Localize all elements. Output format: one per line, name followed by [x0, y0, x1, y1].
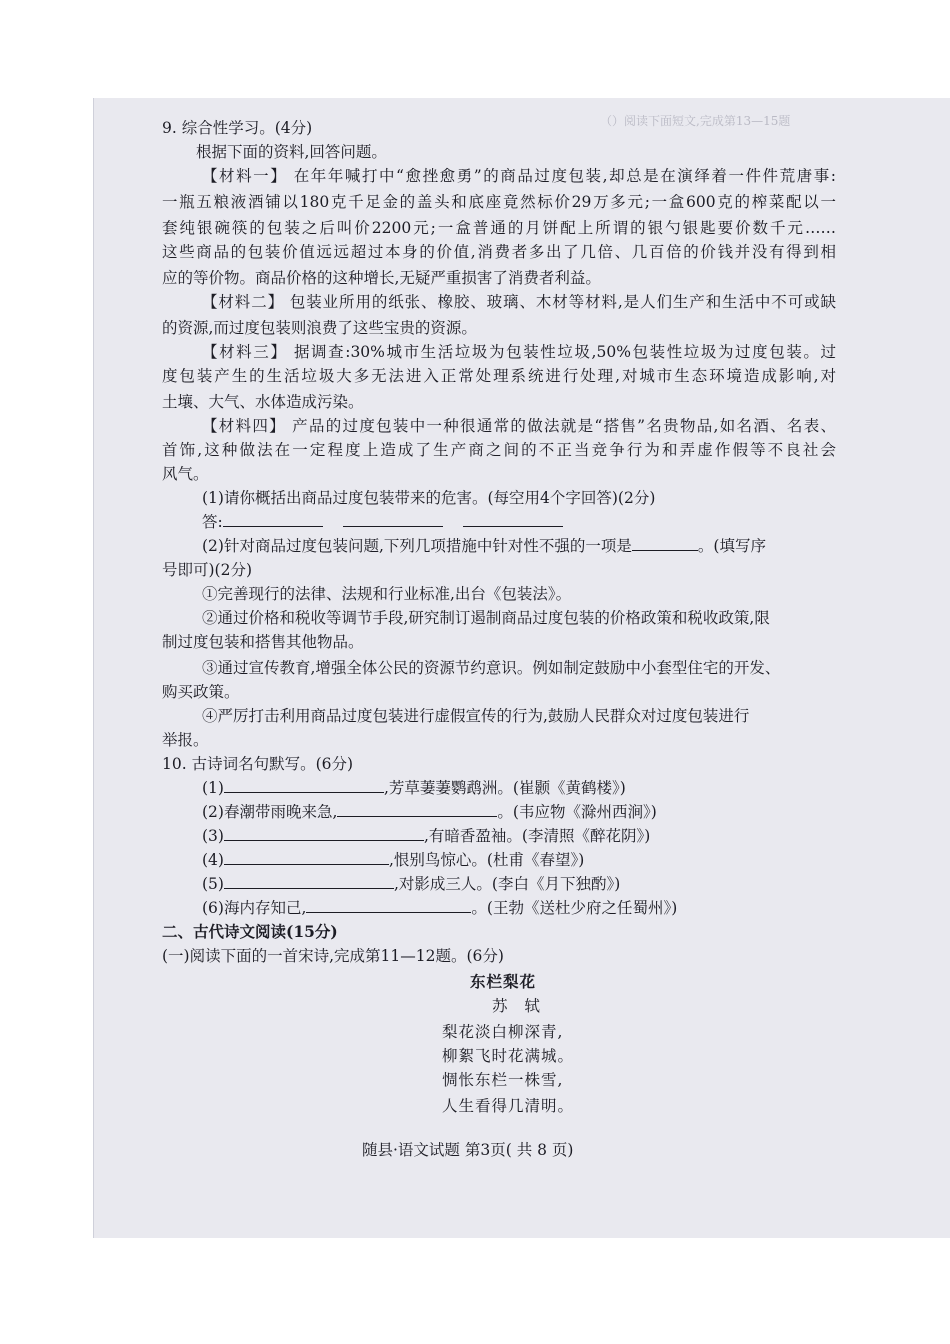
material-4-line: 首饰,这种做法在一定程度上造成了生产商之间的不正当竞争行为和弄虚作假等不良社会 — [162, 441, 836, 459]
material-3-line: 土壤、大气、水体造成污染。 — [162, 393, 364, 411]
answer-blank[interactable] — [337, 802, 497, 817]
material-1-line: 【材料一】 在年年喊打中“愈挫愈勇”的商品过度包装,却总是在演绎着一件件荒唐事: — [202, 167, 836, 185]
q9-sub2-text: (2)针对商品过度包装问题,下列几项措施中针对性不强的一项是 — [202, 537, 632, 555]
answer-blank[interactable] — [463, 512, 563, 527]
material-1-line: 套纯银碗筷的包装之后叫价2200元;一盒普通的月饼配上所谓的银勺银匙要价数千元…… — [162, 219, 836, 237]
q10-item-number: (5) — [202, 875, 224, 893]
answer-blank[interactable] — [224, 826, 424, 841]
answer-blank[interactable] — [223, 512, 323, 527]
q10-item-text: (2)春潮带雨晚来急, — [202, 803, 338, 821]
q10-item-3 — [202, 826, 650, 846]
q9-sub1-question: (1)请你概括出商品过度包装带来的危害。(每空用4个字回答)(2分) — [202, 489, 656, 507]
material-3-line: 度包装产生的生活垃圾大多无法进入正常处理系统进行处理,对城市生态环境造成影响,对 — [162, 367, 836, 385]
poem-title: 东栏梨花 — [470, 972, 537, 991]
q10-item-text: ,对影成三人。(李白《月下独酌》) — [393, 875, 621, 893]
option-1: ①完善现行的法律、法规和行业标准,出台《包装法》。 — [202, 585, 572, 603]
q10-item-text: 。(王勃《送杜少府之任蜀州》) — [471, 899, 678, 917]
q10-item-number: (3) — [202, 827, 224, 845]
material-2-line: 的资源,而过度包装则浪费了这些宝贵的资源。 — [162, 319, 477, 337]
q10-item-2 — [202, 802, 657, 822]
poem-author: 苏 轼 — [492, 997, 546, 1015]
poem-line: 惆怅东栏一株雪, — [442, 1071, 564, 1089]
poem-line: 梨花淡白柳深青, — [442, 1023, 564, 1041]
q10-item-number: (4) — [202, 851, 224, 869]
q9-sub2-text-end: 。(填写序 — [697, 537, 766, 555]
q10-item-text: ,芳草萋萋鹦鹉洲。(崔颢《黄鹤楼》) — [383, 779, 626, 797]
q9-intro: 根据下面的资料,回答问题。 — [196, 143, 387, 161]
answer-blank[interactable] — [224, 778, 384, 793]
material-1-line: 这些商品的包装价值远远超过本身的价值,消费者多出了几倍、几百倍的价钱并没有得到相 — [162, 243, 836, 261]
option-2: ②通过价格和税收等调节手段,研究制订遏制商品过度包装的价格政策和税收政策,限 — [202, 609, 770, 627]
answer-blank[interactable] — [224, 850, 389, 865]
q10-item-6 — [202, 898, 677, 918]
material-3-line: 【材料三】 据调查:30%城市生活垃圾为包装性垃圾,50%包装性垃圾为过度包装。过 — [202, 343, 836, 361]
poem-line: 柳絮飞时花满城。 — [442, 1047, 575, 1065]
answer-label: 答: — [202, 513, 223, 531]
answer-blank[interactable] — [343, 512, 443, 527]
q10-item-text: ,有暗香盈袖。(李清照《醉花阴》) — [423, 827, 651, 845]
q9-sub1-answer-row — [202, 512, 563, 532]
q9-title: 9. 综合性学习。(4分) — [162, 119, 313, 137]
q9-sub2-question-cont: 号即可)(2分) — [162, 561, 253, 579]
answer-blank[interactable] — [224, 874, 394, 889]
option-4-cont: 举报。 — [162, 731, 209, 749]
q10-item-4 — [202, 850, 584, 870]
material-4-line: 风气。 — [162, 465, 209, 483]
material-2-line: 【材料二】 包装业所用的纸张、橡胶、玻璃、木材等材料,是人们生产和生活中不可或缺 — [202, 293, 836, 311]
q10-item-5 — [202, 874, 620, 894]
answer-blank[interactable] — [306, 898, 471, 913]
option-3-cont: 购买政策。 — [162, 683, 240, 701]
q10-item-number: (1) — [202, 779, 224, 797]
answer-blank[interactable] — [632, 536, 698, 551]
material-4-line: 【材料四】 产品的过度包装中一种很通常的做法就是“搭售”名贵物品,如名酒、名表、 — [202, 417, 836, 435]
option-2-cont: 制过度包装和搭售其他物品。 — [162, 633, 364, 651]
q10-item-text: (6)海内存知己, — [202, 899, 307, 917]
material-1-line: 应的等价物。商品价格的这种增长,无疑严重损害了消费者利益。 — [162, 269, 601, 287]
q10-item-1 — [202, 778, 626, 798]
q9-sub2-question — [202, 536, 766, 556]
material-1-line: 一瓶五粮液酒铺以180克千足金的盖头和底座竟然标价29万多元;一盒600克的榨菜配以一 — [162, 193, 836, 211]
option-3: ③通过宣传教育,增强全体公民的资源节约意识。例如制定鼓励中小套型住宅的开发、 — [202, 659, 781, 677]
option-4: ④严厉打击利用商品过度包装进行虚假宣传的行为,鼓励人民群众对过度包装进行 — [202, 707, 750, 725]
bleed-through-text: （）阅读下面短文,完成第13—15题 — [600, 114, 791, 128]
section-2-title: 二、古代诗文阅读(15分) — [162, 922, 338, 941]
q10-item-text: 。(韦应物《滁州西涧》) — [497, 803, 657, 821]
poem-line: 人生看得几清明。 — [442, 1097, 575, 1115]
q10-item-text: ,恨别鸟惊心。(杜甫《春望》) — [388, 851, 585, 869]
page-footer: 随县·语文试题 第3页( 共 8 页) — [362, 1141, 574, 1159]
section-2-sub1: (一)阅读下面的一首宋诗,完成第11—12题。(6分) — [162, 947, 504, 965]
q10-title: 10. 古诗词名句默写。(6分) — [162, 755, 354, 773]
